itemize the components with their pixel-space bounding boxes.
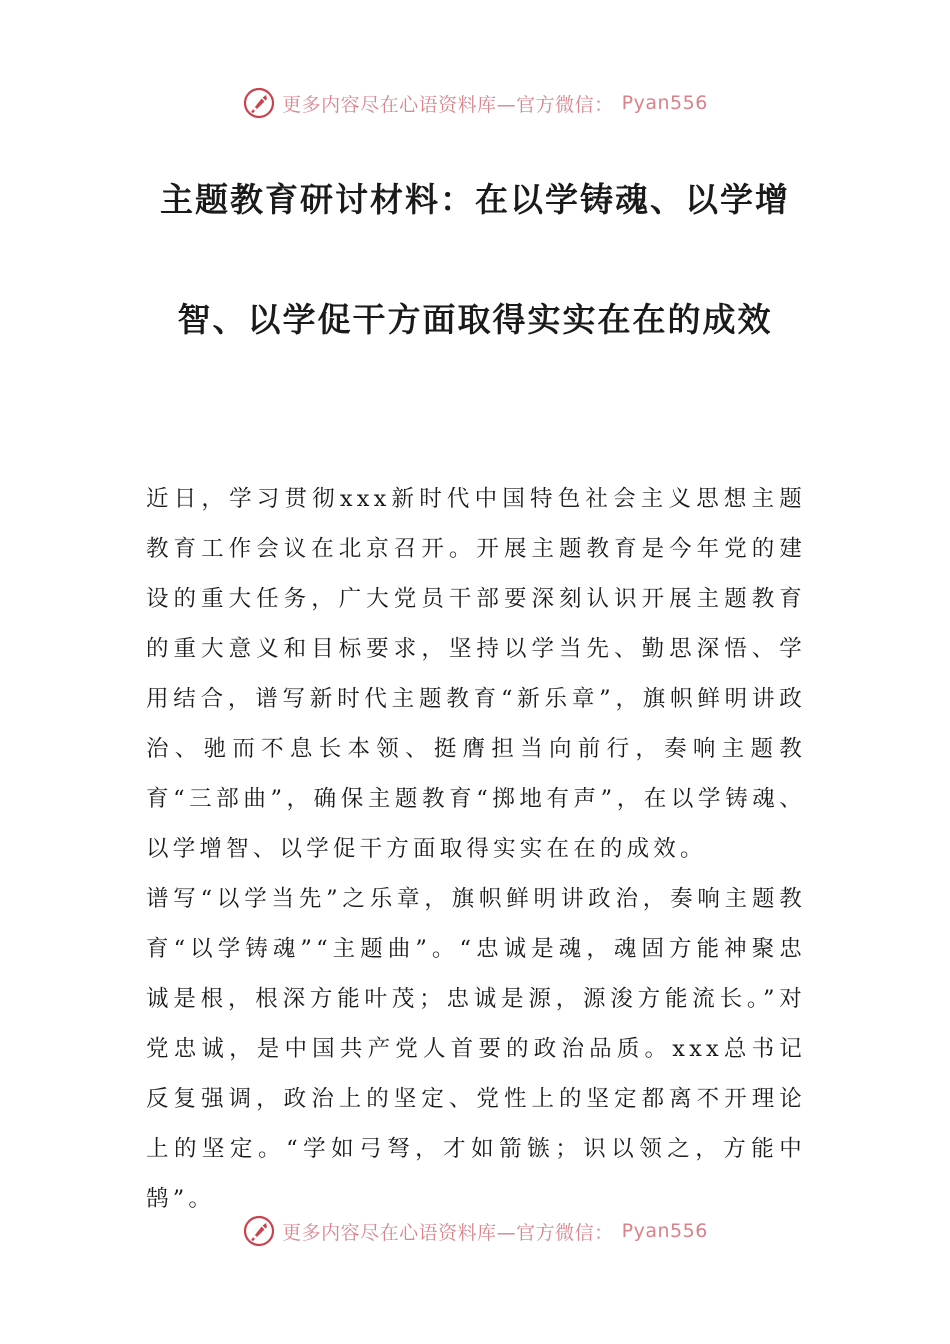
document-body <box>146 474 806 1224</box>
header-wechat-id: Pyan556 <box>621 92 708 114</box>
title-line-1: 主题教育研讨材料：在以学铸魂、以学增 <box>160 180 790 219</box>
header-watermark-banner <box>0 83 950 123</box>
header-banner-text: 更多内容尽在心语资料库—官方微信： <box>282 93 614 116</box>
footer-banner-text: 更多内容尽在心语资料库—官方微信： <box>282 1221 614 1244</box>
footer-wechat-id: Pyan556 <box>621 1220 708 1242</box>
pen-nib-logo-icon <box>242 1214 276 1248</box>
body-paragraph-1: 近日，学习贯彻xxx新时代中国特色社会主义思想主题教育工作会议在北京召开。开展主题教育是今年党的建设的重大任务，广大党员干部要深刻认识开展主题教育的重大意义和目标要求，坚持以学当先、勤思深悟、学用结合，谱写新时代主题教育“新乐章”，旗帜鲜明讲政治、驰而不息长本领、挺膺担当向前行，奏响主题教育“三部曲”，确保主题教育“掷地有声”，在以学铸魂、以学增智、以学促干方面取得实实在在的成效。 <box>146 486 806 862</box>
pen-nib-logo-icon <box>242 86 276 120</box>
title-line-2: 智、以学促干方面取得实实在在的成效 <box>177 300 773 339</box>
footer-watermark-banner <box>0 1211 950 1251</box>
document-title <box>0 170 950 350</box>
body-paragraph-2: 谱写“以学当先”之乐章，旗帜鲜明讲政治，奏响主题教育“以学铸魂”“主题曲”。“忠诚是魂，魂固方能神聚忠诚是根，根深方能叶茂；忠诚是源，源浚方能流长。”对党忠诚，是中国共产党人首要的政治品质。xxx总书记反复强调，政治上的坚定、党性上的坚定都离不开理论上的坚定。“学如弓弩，才如箭镞；识以领之，方能中鹄”。 <box>146 886 806 1212</box>
